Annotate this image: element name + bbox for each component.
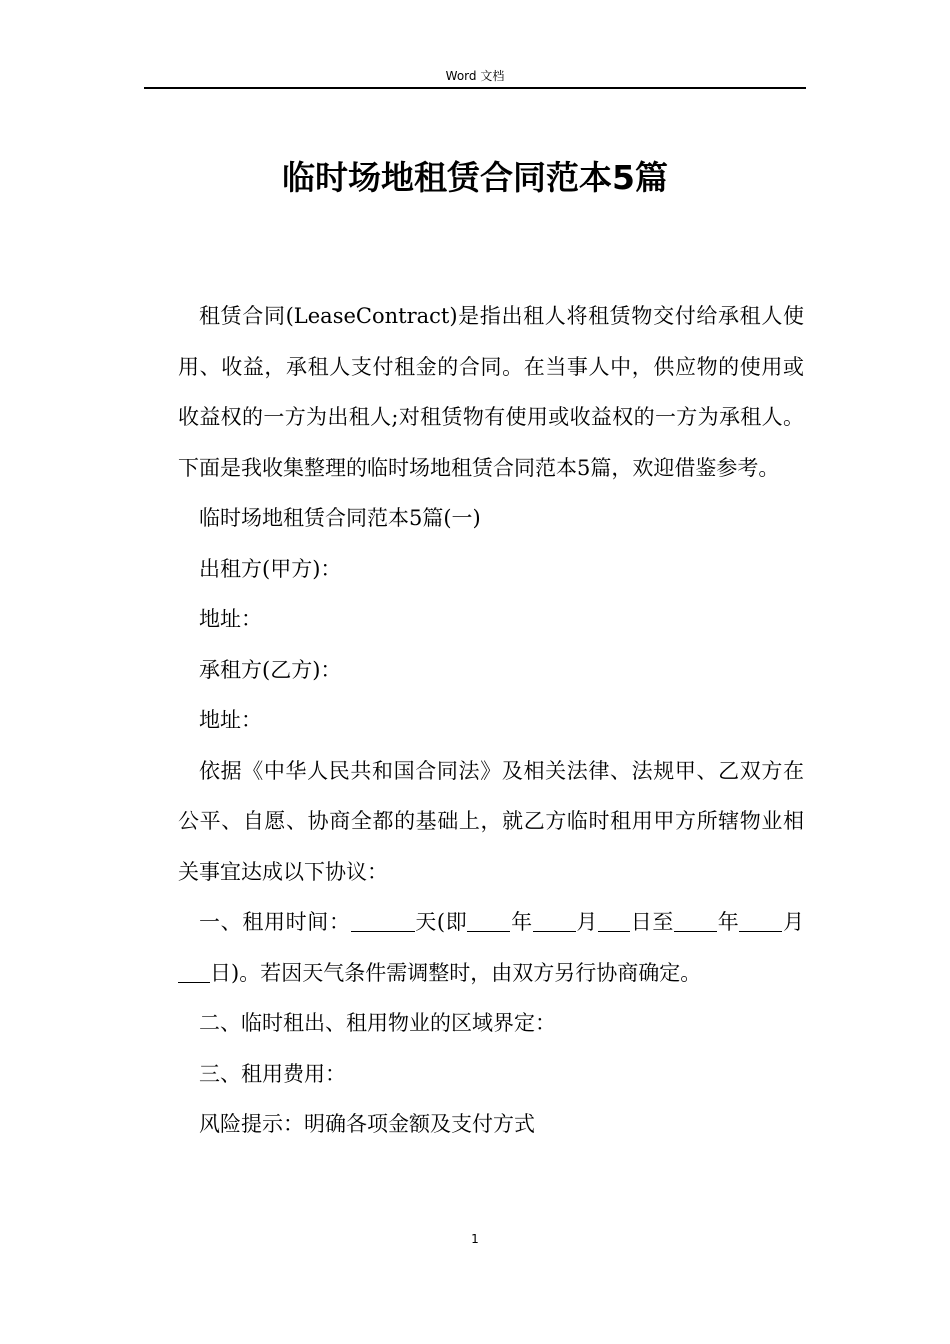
clause-area-definition: 二、临时租出、租用物业的区域界定：: [199, 1011, 556, 1035]
day-to-text: 日至: [630, 910, 675, 934]
section-heading: 临时场地租赁合同范本5篇(一): [199, 506, 481, 530]
month-text: 月: [575, 910, 599, 934]
document-title: 临时场地租赁合同范本5篇: [282, 158, 668, 197]
document-body: [178, 291, 804, 1150]
clause-rental-fee: 三、租用费用：: [199, 1061, 346, 1086]
lessor-address-label: 地址：: [199, 607, 262, 631]
clause-rental-period-lead: 一、租用时间：: [199, 910, 351, 934]
header-divider: [144, 87, 806, 89]
lessee-label: 承租方(乙方)：: [199, 657, 342, 682]
basis-paragraph: 依据《中华人民共和国合同法》及相关法律、法规甲、乙双方在公平、自愿、协商全都的基础上，就乙方临时租用甲方所辖物业相关事宜达成以下协议：: [178, 758, 804, 884]
page-header-label: Word 文档: [445, 69, 505, 83]
start-month-blank: [533, 905, 576, 932]
days-blank: [351, 905, 415, 932]
clause-rental-period-tail: 日)。若因天气条件需调整时，由双方另行协商确定。: [210, 960, 702, 985]
end-day-blank: [178, 956, 210, 983]
start-day-blank: [598, 905, 630, 932]
lessee-address-label: 地址：: [199, 708, 262, 732]
clause-rental-period: [178, 897, 804, 998]
intro-paragraph: 租赁合同(LeaseContract)是指出租人将租赁物交付给承租人使用、收益，承租人支付租金的合同。在当事人中，供应物的使用或收益权的一方为出租人;对租赁物有使用或收益权的一方为承租人。下面是我收集整理的临时场地租赁合同范本5篇，欢迎借鉴参考。: [178, 304, 804, 480]
days-text: 天(即: [414, 910, 468, 934]
year-text: 年: [510, 910, 533, 934]
page-number: 1: [471, 1232, 479, 1246]
year-text: 年: [717, 910, 740, 934]
start-year-blank: [467, 905, 510, 932]
end-year-blank: [674, 905, 717, 932]
end-month-blank: [739, 905, 782, 932]
risk-notice: 风险提示：明确各项金额及支付方式: [199, 1112, 535, 1136]
lessor-label: 出租方(甲方)：: [199, 556, 342, 581]
month-text: 月: [782, 910, 805, 934]
